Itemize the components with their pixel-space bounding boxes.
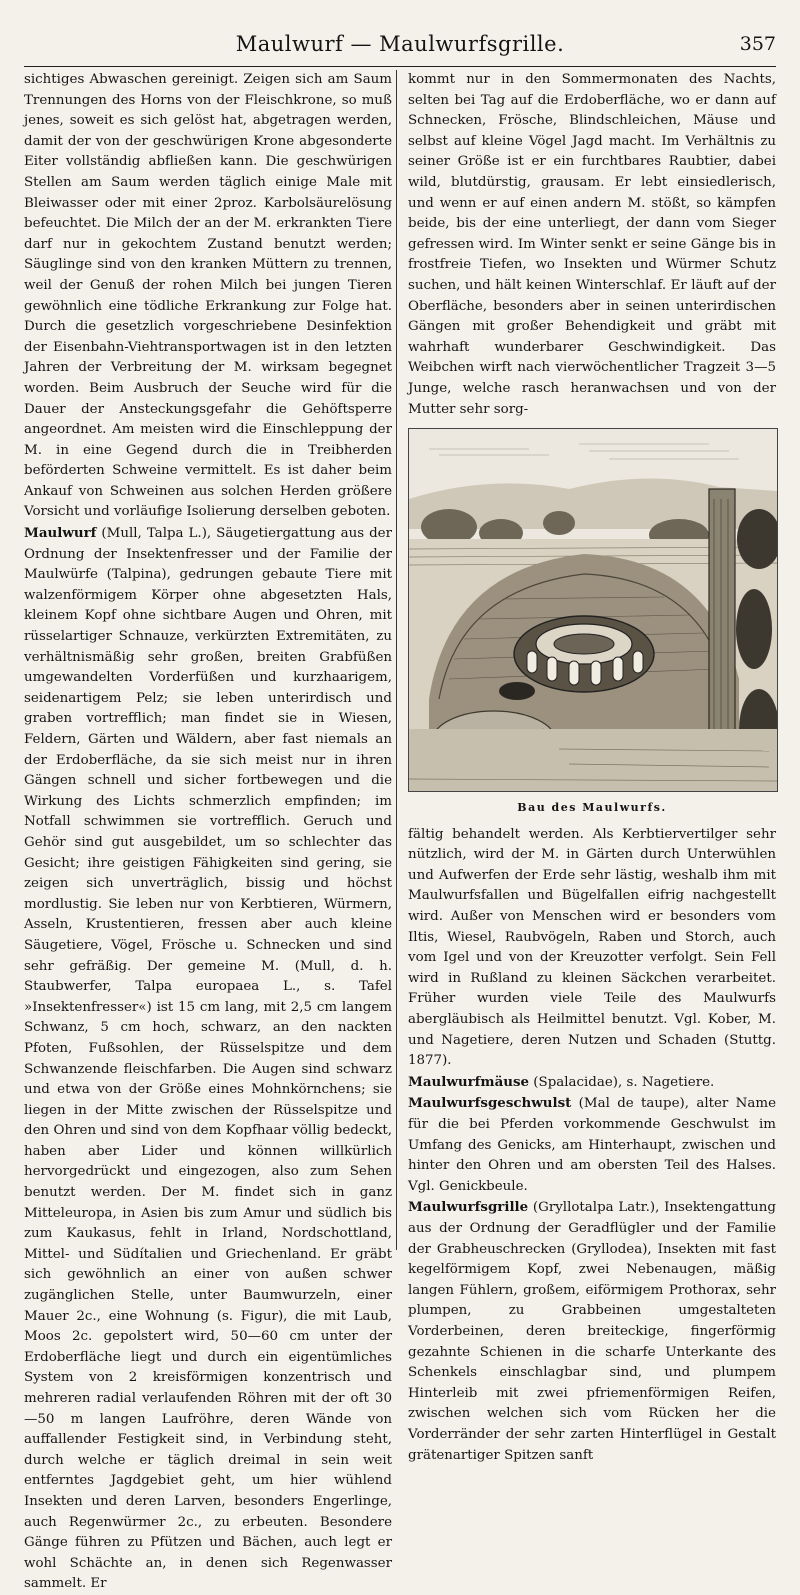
headword-maulwurf: Maulwurf — [24, 525, 97, 542]
page-number: 357 — [739, 33, 776, 55]
paragraph-maul-und-klauenseuche-end: sichtiges Abwaschen gereinigt. Zeigen sich am Saum Trennungen des Horns von der Fleischkrone, so muß jenes, soweit es sich gelöst hat, abgetragen werden, damit der von der geschwürigen Krone abgesonderte Eiter vollständig abfließen kann. Die geschwürigen Stellen am Saum werden täglich einige Male mit Bleiwasser oder mit einer 2proz. Karbolsäurelösung befeuchtet. Die Milch der an der M. erkrankten Tiere darf nur in gekochtem Zustand benutzt werden; Säuglinge sind von den kranken Müttern zu trennen, weil der Genuß der rohen Milch bei jungen Tieren gewöhnlich eine tödliche Erkrankung zur Folge hat. Durch die gesetzlich vorgeschriebene Desinfektion der Eisenbahn-Viehtransportwagen ist in den letzten Jahren der Verbreitung der M. wirksam begegnet worden. Beim Ausbruch der Seuche wird für die Dauer der Ansteckungsgefahr die Gehöftsperre angeordnet. Am meisten wird die Einschleppung der M. in eine Gegend durch die in Treibherden beförderten Schweine vermittelt. Es ist daher beim Ankauf von Schweinen aus solchen Herden größere Vorsicht und vorläufige Isolierung derselben geboten. — [24, 72, 392, 520]
running-title: Maulwurf — Maulwurfsgrille. — [235, 32, 565, 56]
headword-maulwurfmaeuse: Maulwurfmäuse — [408, 1073, 530, 1090]
entry-maulwurfmaeuse-body: (Spalacidae), s. Nagetiere. — [529, 1074, 715, 1090]
right-column — [408, 70, 776, 1466]
entry-maulwurfsgeschwulst — [408, 1093, 776, 1197]
entry-maulwurfsgrille-body: (Gryllotalpa Latr.), Insektengattung aus der Ordnung der Geradflügler und der Familie der Grabheuschrecken (Gryllodea), Insekten mit fast kegelförmigem Kopf, zwei Nebenaugen, mäßig langen Fühlern, großem, eiförmigem Prothorax, sehr plumpen, zu Grabbeinen umgestalteten Vorderbeinen, deren breiteckige, fingerförmig gezahnte Schienen in die scharfe Unterkante des Schenkels einschlagbar sind, und plumpem Hinterleib mit zwei pfriemenförmigen Reifen, zwischen welchen sich vom Rücken her die Vorderränder der sehr zarten Hinterflügel in Gestalt grätenartiger Spitzen sanft — [408, 1200, 776, 1463]
entry-maulwurf — [24, 523, 392, 1595]
left-column — [24, 70, 392, 1595]
paragraph-maulwurf-continued: kommt nur in den Sommermonaten des Nachts, selten bei Tag auf die Erdoberfläche, wo er dann auf Schnecken, Frösche, Blindschleichen, Mäuse und selbst auf kleine Vögel Jagd macht. Im Verhältnis zu seiner Größe ist er ein furchtbares Raubtier, dabei wild, blutdürstig, grausam. Er lebt einsiedlerisch, und wenn er auf einen andern M. stößt, so kämpfen beide, bis der eine unterliegt, der dann vom Sieger gefressen wird. Im Winter senkt er seine Gänge bis in frostfreie Tiefen, wo Insekten und Würmer Schutz suchen, und hält keinen Winterschlaf. Er läuft auf der Oberfläche, besonders aber in seinen unterirdischen Gängen mit großer Behendigkeit und gräbt mit wahrhaft wunderbarer Geschwindigkeit. Das Weibchen wirft nach vierwöchentlicher Tragzeit 3—5 Junge, welche rasch heranwachsen und von der Mutter sehr sorg- — [408, 72, 776, 417]
entry-maulwurf-body: (Mull, Talpa L.), Säugetiergattung aus der Ordnung der Insektenfresser und der Familie der Maulwürfe (Talpina), gedrungen gebaute Tiere mit walzenförmigem Körper ohne abgesetzten Hals, kleinem Kopf ohne sichtbare Augen und Ohren, mit rüsselartiger Schnauze, verkürzten Extremitäten, zu verhältnismäßig sehr großen, breiten Grabfüßen umgewandelten Vorderfüßen und kurzhaarigem, seidenartigem Pelz; sie leben unterirdisch und graben vortrefflich; man findet sie in Wiesen, Feldern, Gärten und Wäldern, aber fast niemals an der Erdoberfläche, da sie sich meist nur in ihren Gängen schnell und sicher fortbewegen und die Wirkung des Lichts schmerzlich empfinden; im Notfall schwimmen sie vortrefflich. Geruch und Gehör sind gut ausgebildet, um so schlechter das Gesicht; ihre geistigen Fähigkeiten sind gering, sie zeigen sich unverträglich, bissig und höchst mordlustig. Sie leben nur von Kerbtieren, Würmern, Asseln, Krustentieren, fressen aber auch kleine Säugetiere, Vögel, Frösche u. Schnecken und sind sehr gefräßig. Der gemeine M. (Mull, d. h. Staubwerfer, Talpa europaea L., s. Tafel »Insektenfresser«) ist 15 cm lang, mit 2,5 cm langem Schwanz, 5 cm hoch, schwarz, an den nackten Pfoten, Fußsohlen, der Rüsselspitze und dem Schwanzende fleischfarben. Die Augen sind schwarz und etwa von der Größe eines Mohnkörnchens; sie liegen in der Mitte zwischen der Rüsselspitze und den Ohren und sind von dem Kopfhaar völlig bedeckt, haben aber Lider und können willkürlich hervorgedrückt und eingezogen, also zum Sehen benutzt werden. Der M. findet sich in ganz Mitteleuropa, in Asien bis zum Amur und südlich bis zum Kaukasus, fehlt in Irland, Nordschottland, Mittel- und Südítalien und Griechenland. Er gräbt sich gewöhnlich an einer von außen schwer zugänglichen Stelle, unter Baumwurzeln, einer Mauer 2c., eine Wohnung (s. Figur), die mit Laub, Moos 2c. gepolstert wird, 50—60 cm unter der Erdoberfläche liegt und durch ein eigentümliches System von 2 kreisförmigen konzentrisch und mehreren radial verlaufenden Röhren mit der oft 30—50 m langen Laufröhre, deren Wände von auffallender Festigkeit sind, in Verbindung steht, durch welche er täglich dreimal in sein weit entferntes Jagdgebiet geht, um hier wühlend Insekten und deren Larven, besonders Engerlinge, auch Regenwürmer 2c., zu erbeuten. Besondere Gänge führen zu Pfützen und Bächen, auch legt er wohl Schächte an, in denen sich Regenwasser sammelt. Er — [24, 526, 392, 1592]
headword-maulwurfsgrille: Maulwurfsgrille — [408, 1199, 529, 1216]
page-header — [24, 30, 776, 67]
entry-maulwurfsgrille — [408, 1197, 776, 1466]
mole-burrow-engraving — [409, 429, 777, 791]
entry-maulwurfmaeuse — [408, 1072, 776, 1094]
paragraph-maulwurf-end: fältig behandelt werden. Als Kerbtiervertilger sehr nützlich, wird der M. in Gärten durch Unterwühlen und Aufwerfen der Erde sehr lästig, weshalb ihm mit Maulwurfsfallen und Bügelfallen eifrig nachgestellt wird. Außer von Menschen wird er besonders vom Iltis, Wiesel, Raubvögeln, Raben und Storch, auch vom Igel und von der Kreuzotter verfolgt. Sein Fell wird in Rußland zu kleinen Säckchen verarbeitet. Früher wurden viele Teile des Maulwurfs abergläubisch als Heilmittel benutzt. Vgl. Kober, M. und Nagetiere, deren Nutzen und Schaden (Stuttg. 1877). — [408, 826, 776, 1069]
column-divider — [396, 70, 397, 1250]
mole-burrow-illustration — [408, 428, 778, 792]
entry-maulwurfsgeschwulst-body: (Mal de taupe), alter Name für die bei Pferden vorkommende Geschwulst im Umfang des Genicks, am Hinterhaupt, zwischen und hinter den Ohren und am obersten Teil des Halses. Vgl. Genickbeule. — [408, 1096, 776, 1194]
headword-maulwurfsgeschwulst: Maulwurfsgeschwulst — [408, 1095, 572, 1112]
figure-caption: Bau des Maulwurfs. — [517, 801, 667, 815]
